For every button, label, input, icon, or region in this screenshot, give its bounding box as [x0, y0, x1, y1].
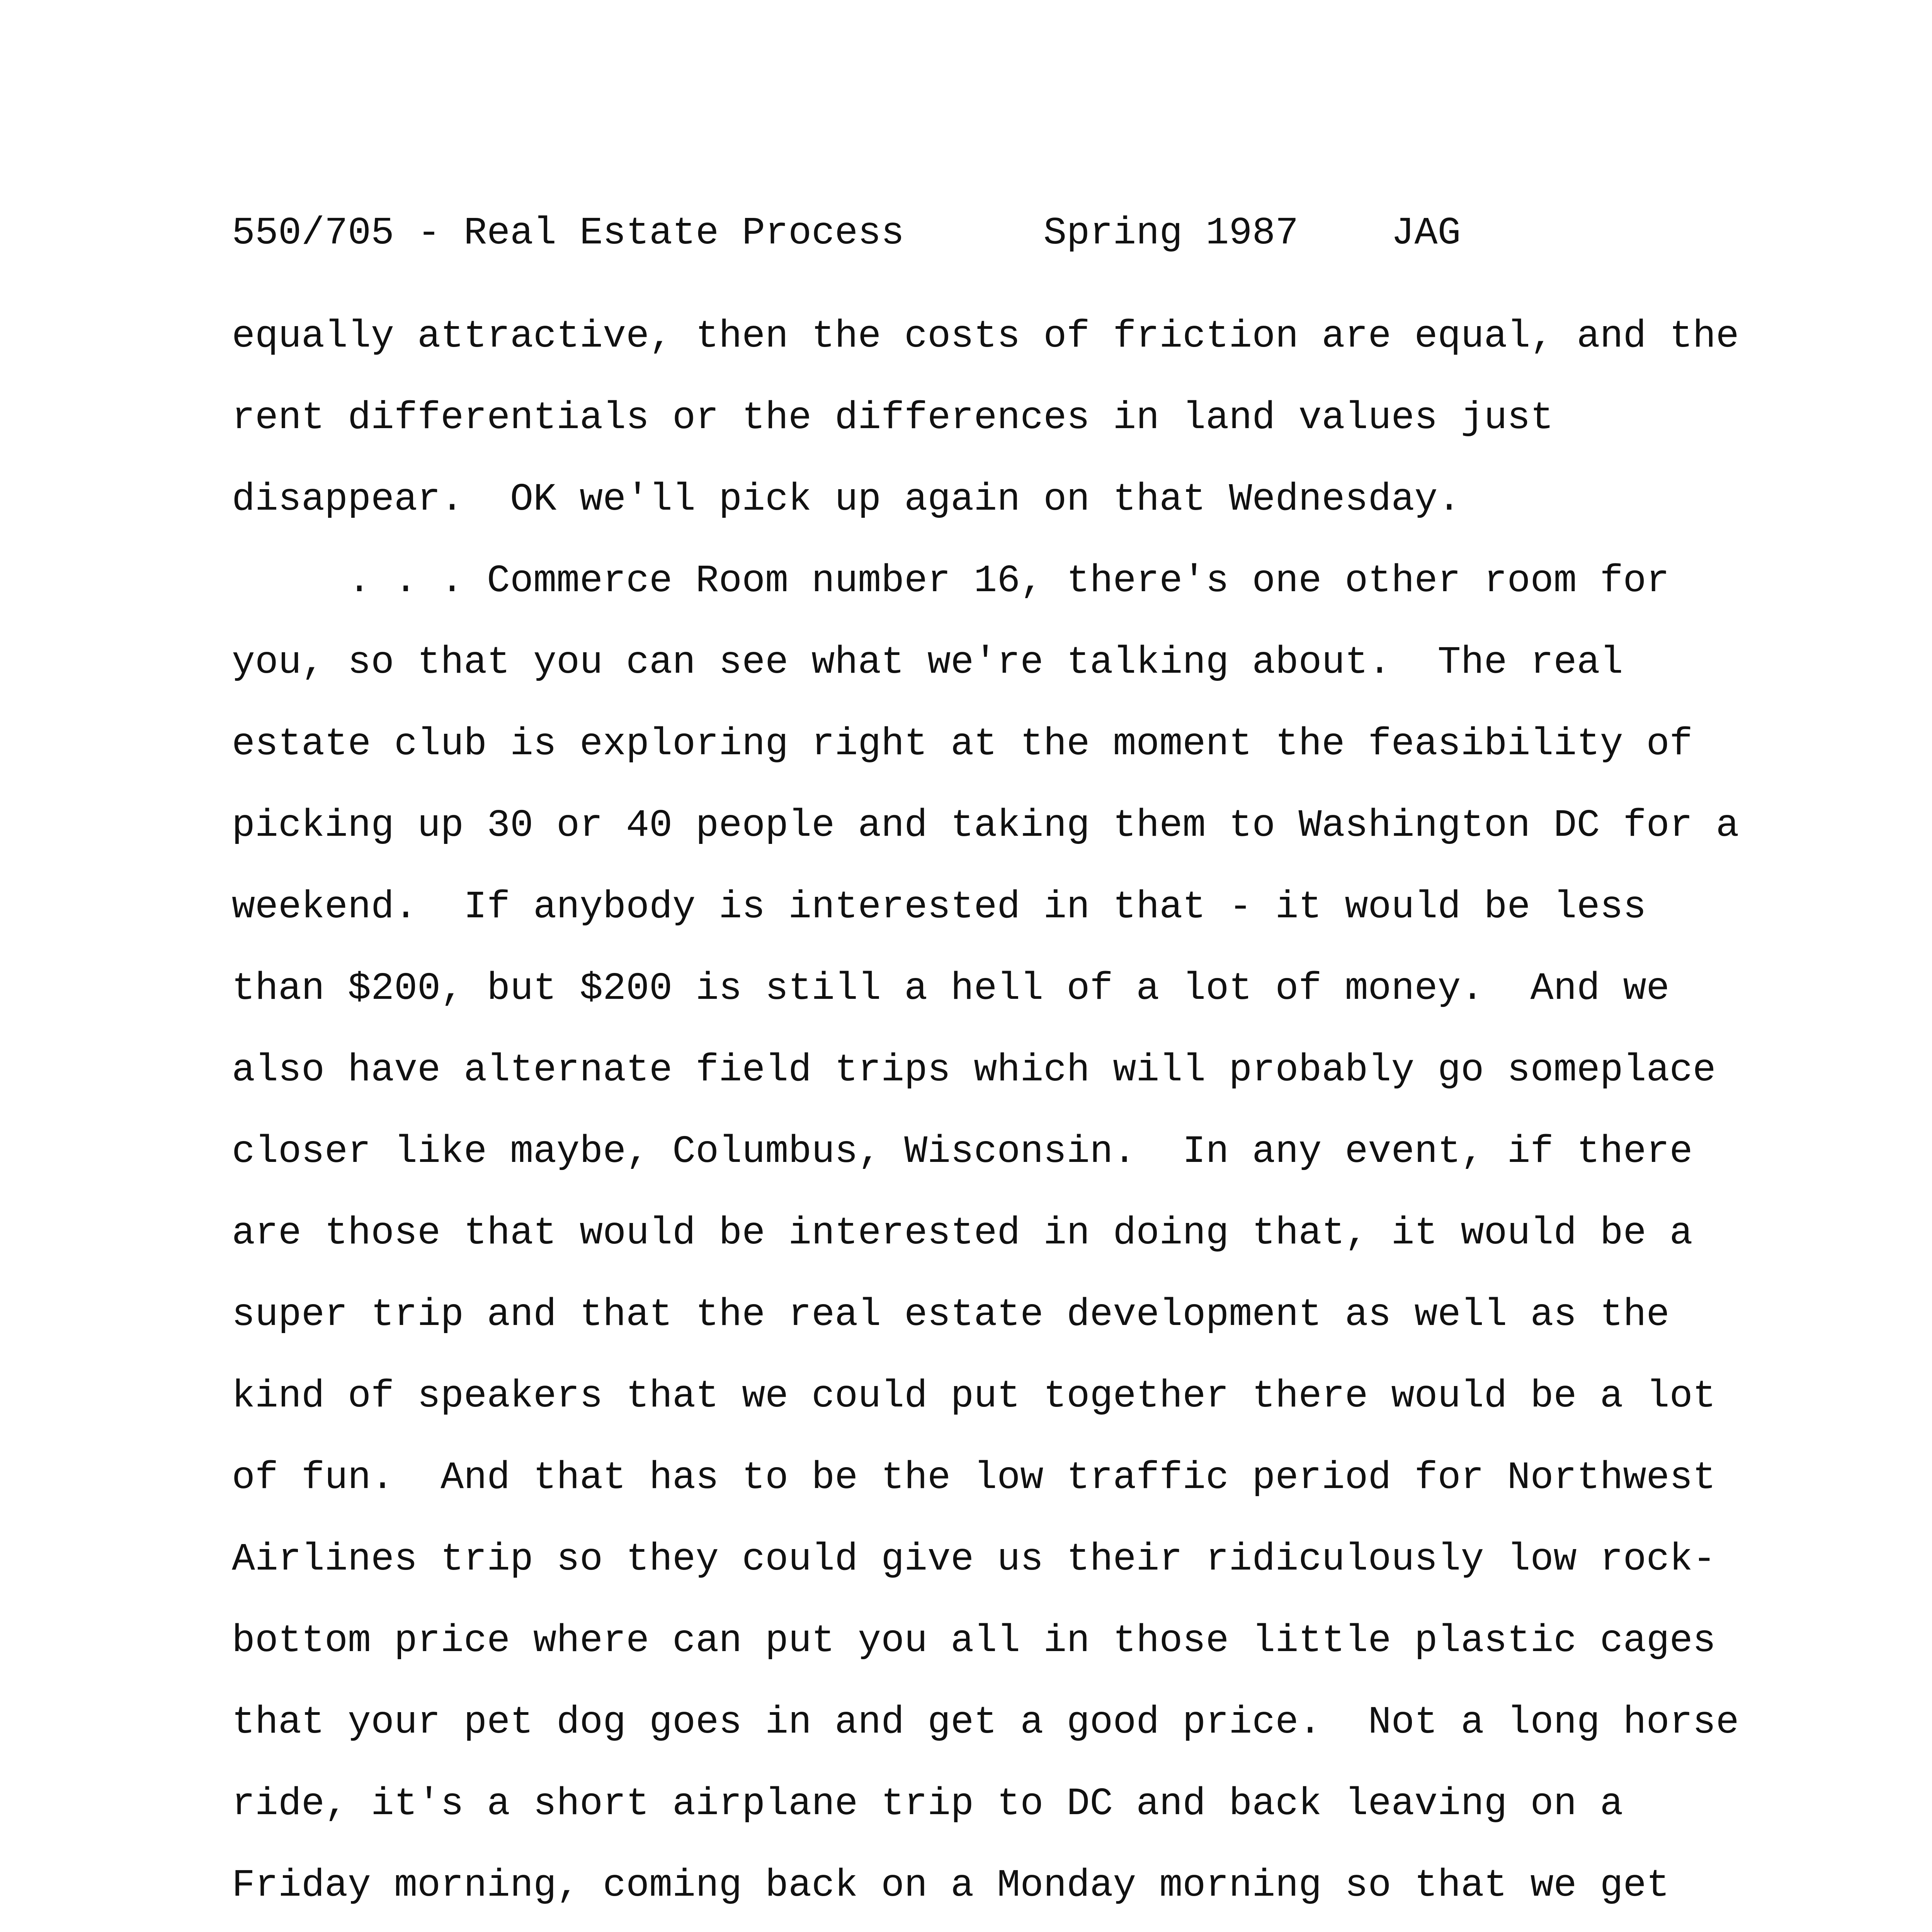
page-header: [232, 214, 1461, 253]
text-line: equally attractive, then the costs of friction are equal, and the: [232, 315, 1739, 359]
text-line: you, so that you can see what we're talking about. The real: [232, 641, 1623, 685]
text-line: are those that would be interested in doing that, it would be a: [232, 1212, 1693, 1255]
text-line: [232, 1927, 1758, 1932]
text-line: Airlines trip so they could give us their ridiculously low rock-: [232, 1538, 1716, 1582]
text-line: of fun. And that has to be the low traffic period for Northwest: [232, 1456, 1716, 1500]
text-line: weekend. If anybody is interested in that - it would be less: [232, 886, 1646, 929]
text-line: picking up 30 or 40 people and taking them to Washington DC for a: [232, 804, 1739, 848]
text-line: bottom price where can put you all in those little plastic cages: [232, 1619, 1716, 1663]
text-line: ride, it's a short airplane trip to DC and back leaving on a: [232, 1782, 1623, 1826]
text-line: Friday morning, coming back on a Monday morning so that we get: [232, 1864, 1670, 1908]
text-line: closer like maybe, Columbus, Wisconsin. In any event, if there: [232, 1130, 1693, 1174]
header-course: 550/705 - Real Estate Process: [232, 212, 905, 255]
paragraph-start-line: . . . Commerce Room number 16, there's one other room for: [348, 560, 1670, 603]
text-line: kind of speakers that we could put together there would be a lot: [232, 1375, 1716, 1418]
text-line: disappear. OK we'll pick up again on that Wednesday.: [232, 478, 1461, 522]
text-line: than $200, but $200 is still a hell of a lot of money. And we: [232, 967, 1670, 1011]
text-line: estate club is exploring right at the moment the feasibility of: [232, 723, 1693, 766]
text-line: super trip and that the real estate development as well as the: [232, 1293, 1670, 1337]
text-line: also have alternate field trips which will probably go someplace: [232, 1049, 1716, 1092]
text-line: rent differentials or the differences in land values just: [232, 396, 1554, 440]
transcript-body: [232, 296, 1758, 1932]
header-initials: JAG: [1391, 212, 1461, 255]
text-line: that your pet dog goes in and get a good price. Not a long horse: [232, 1701, 1739, 1745]
header-term: Spring 1987: [1043, 212, 1299, 255]
